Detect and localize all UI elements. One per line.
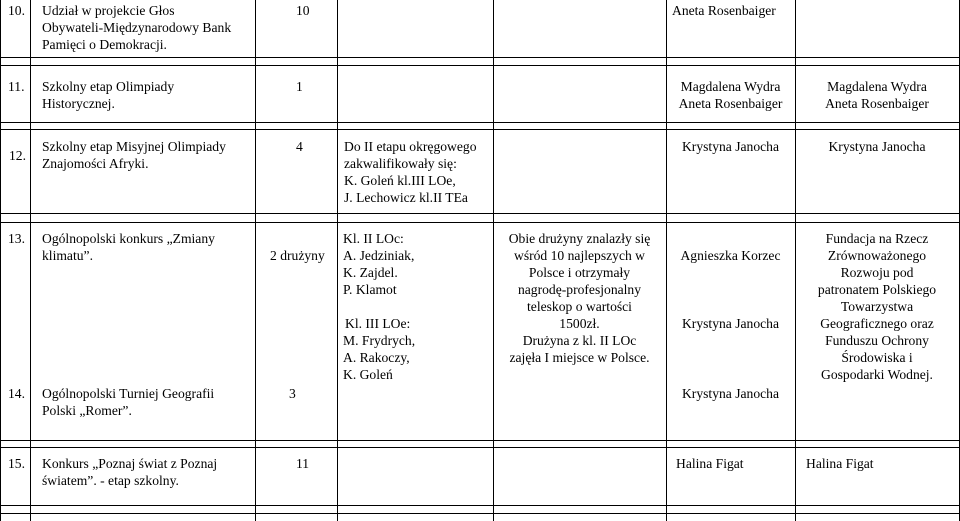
row-number: 12.: [9, 148, 26, 163]
row-border: [0, 440, 960, 441]
competition-name-line: Konkurs „Poznaj świat z Poznaj: [42, 456, 218, 471]
participant-line: Kl. II LOc:: [343, 231, 404, 246]
competition-name-line: Historycznej.: [42, 96, 115, 111]
participant-count: 4: [296, 139, 303, 154]
column-border: [0, 0, 1, 521]
supervisor-name: Aneta Rosenbaiger: [825, 96, 929, 111]
result-line: zajęła I miejsce w Polsce.: [509, 350, 650, 365]
sponsor-line: patronatem Polskiego: [817, 282, 937, 297]
competition-name-line: Udział w projekcie Głos: [42, 3, 175, 18]
participant-line: Kl. III LOe:: [345, 316, 411, 331]
competition-name-line: Polski „Romer”.: [42, 403, 132, 418]
sponsor-line: Towarzystwa: [840, 299, 914, 314]
sponsor-line: Geograficznego oraz: [820, 316, 934, 331]
coordinator-name: Aneta Rosenbaiger: [672, 3, 776, 18]
row-number: 13.: [8, 231, 25, 246]
coordinator-name: Agnieszka Korzec: [680, 248, 781, 263]
sponsor-line: Środowiska i: [841, 350, 913, 365]
supervisor-name: Krystyna Janocha: [828, 139, 926, 154]
row-border: [0, 213, 960, 214]
competition-name-line: Obywateli-Międzynarodowy Bank: [42, 20, 232, 35]
sponsor-line: Gospodarki Wodnej.: [821, 367, 933, 382]
result-line: Obie drużyny znalazły się: [508, 231, 651, 246]
row-number: 14.: [8, 386, 25, 401]
result-line: wśród 10 najlepszych w: [514, 248, 645, 263]
row-border: [0, 122, 960, 123]
qualified-line: J. Lechowicz kl.II TEa: [344, 190, 468, 205]
result-line: nagrodę-profesjonalny: [517, 282, 642, 297]
row-border: [0, 513, 960, 514]
competition-name-line: klimatu”.: [42, 248, 93, 263]
coordinator-name: Krystyna Janocha: [681, 139, 779, 154]
participant-count: 10: [296, 3, 310, 18]
sponsor-line: Fundacja na Rzecz: [825, 231, 929, 246]
qualified-line: Do II etapu okręgowego: [344, 139, 477, 154]
competition-name-line: Ogólnopolski Turniej Geografii: [42, 386, 215, 401]
coordinator-name: Krystyna Janocha: [681, 316, 779, 331]
competition-name-line: Szkolny etap Misyjnej Olimpiady: [42, 139, 226, 154]
row-border: [0, 447, 960, 448]
row-border: [0, 57, 960, 58]
coordinator-name: Krystyna Janocha: [681, 386, 779, 401]
row-border: [0, 65, 960, 66]
result-line: Polsce i otrzymały: [528, 265, 631, 280]
sponsor-line: Zrównoważonego: [827, 248, 927, 263]
qualified-line: K. Goleń kl.III LOe,: [344, 173, 456, 188]
participant-line: A. Rakoczy,: [343, 350, 410, 365]
participant-line: K. Zajdel.: [343, 265, 398, 280]
participant-line: K. Goleń: [343, 367, 393, 382]
supervisor-name: Magdalena Wydra: [827, 79, 927, 94]
row-border: [0, 129, 960, 130]
result-line: teleskop o wartości: [527, 299, 632, 314]
row-border: [0, 222, 960, 223]
qualified-line: zakwalifikowały się:: [344, 156, 457, 171]
row-border: [0, 505, 960, 506]
participant-count: 3: [289, 386, 296, 401]
column-border: [255, 0, 256, 521]
participant-line: M. Frydrych,: [343, 333, 416, 348]
competition-name-line: Ogólnopolski konkurs „Zmiany: [42, 231, 215, 246]
participant-line: P. Klamot: [343, 282, 397, 297]
supervisor-name: Halina Figat: [806, 456, 874, 471]
column-border: [337, 0, 338, 521]
participant-line: A. Jedziniak,: [343, 248, 415, 263]
row-number: 15.: [8, 456, 25, 471]
row-number: 10.: [8, 3, 25, 18]
participant-count: 2 drużyny: [270, 248, 325, 263]
coordinator-name: Aneta Rosenbaiger: [678, 96, 783, 111]
coordinator-name: Magdalena Wydra: [680, 79, 781, 94]
sponsor-line: Funduszu Ochrony: [825, 333, 929, 348]
participant-count: 11: [296, 456, 310, 471]
sponsor-line: Rozwoju pod: [840, 265, 914, 280]
coordinator-name: Halina Figat: [676, 456, 744, 471]
result-line: 1500zł.: [559, 316, 600, 331]
competition-name-line: Pamięci o Demokracji.: [42, 37, 167, 52]
column-border: [30, 0, 31, 521]
competition-name-line: Szkolny etap Olimpiady: [42, 79, 175, 94]
competition-name-line: światem”. - etap szkolny.: [42, 473, 179, 488]
competition-name-line: Znajomości Afryki.: [42, 156, 149, 171]
result-line: Drużyna z kl. II LOc: [522, 333, 637, 348]
participant-count: 1: [296, 79, 303, 94]
row-number: 11.: [8, 79, 25, 94]
